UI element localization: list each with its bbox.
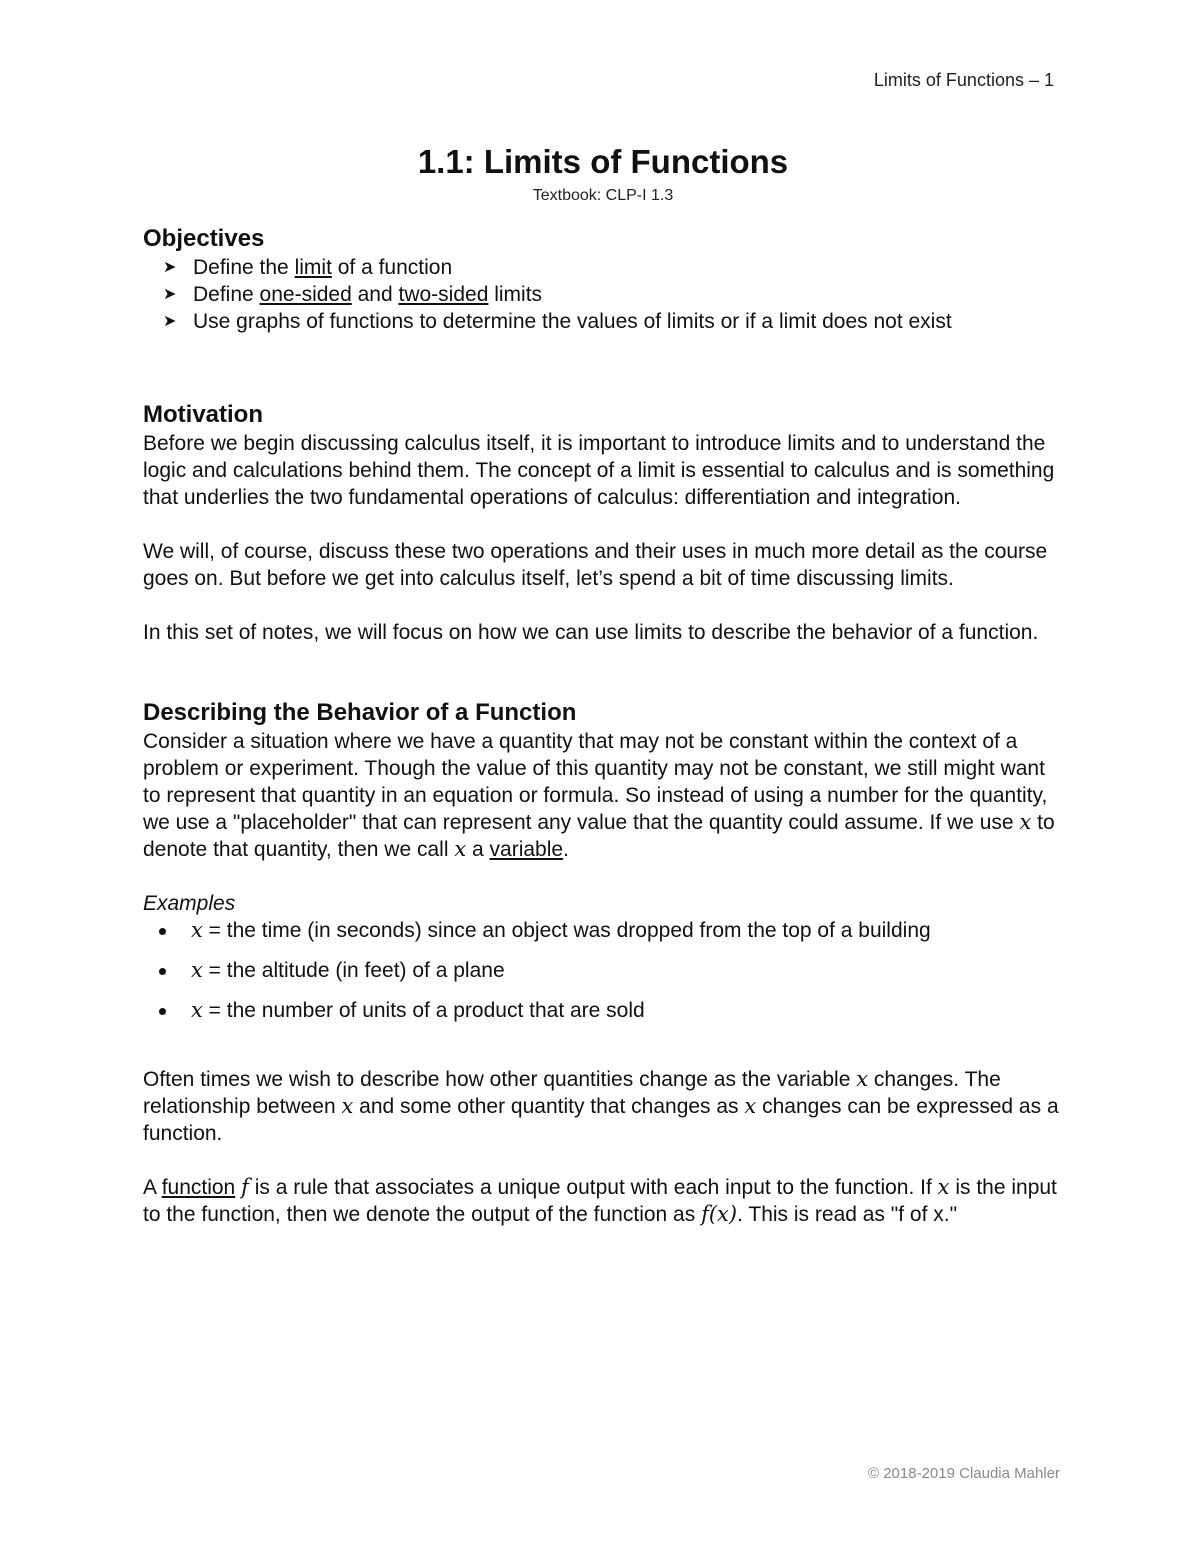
arrow-bullet-icon: ➤ [163, 286, 177, 303]
math-x: x [454, 837, 467, 861]
behavior-paragraph-2: Often times we wish to describe how other quantities change as the variable x changes. The relationship between x and some other quantity that changes as x changes can be expressed as a function. [143, 1067, 1059, 1145]
arrow-bullet-icon: ➤ [163, 259, 177, 276]
copyright-footer: © 2018-2019 Claudia Mahler [867, 1465, 1060, 1482]
motivation-paragraph-2: We will, of course, discuss these two operations and their uses in much more detail as the course goes on. But before we get into calculus itself, let’s spend a bit of time discussing limits. [143, 540, 1048, 590]
term-variable: variable [489, 838, 564, 861]
math-x: x [744, 1094, 757, 1118]
example-item: x = the altitude (in feet) of a plane [143, 957, 1063, 984]
motivation-heading: Motivation [143, 401, 263, 428]
term-limit: limit [294, 256, 332, 279]
motivation-paragraph-1: Before we begin discussing calculus itself, it is important to introduce limits and to understand the logic and calculations behind them. The concept of a limit is essential to calculus and is something that underlies the two fundamental operations of calculus: differentiation and integration. [143, 432, 1055, 509]
math-f: f [241, 1175, 249, 1199]
examples-list [143, 917, 1063, 1024]
objective-item: ➤ Define one-sided and two-sided limits [163, 283, 543, 306]
motivation-paragraph-3: In this set of notes, we will focus on how we can use limits to describe the behavior of a function. [143, 621, 1039, 644]
page-subtitle: Textbook: CLP-I 1.3 [532, 187, 674, 204]
bullet-dot-icon [159, 928, 166, 935]
behavior-paragraph-1: Consider a situation where we have a quantity that may not be constant within the context of a problem or experiment. Though the value of this quantity may not be constant, we still might want to represent that quantity in an equation or formula. So instead of using a number for the quantity, we use a "placeholder" that can represent any value that the quantity could assume. If we use x to denote that quantity, then we call x a variable. [143, 730, 1055, 861]
math-x: x [191, 918, 203, 942]
objectives-list [143, 254, 1063, 335]
math-x: x [1019, 810, 1032, 834]
behavior-paragraph-3: A function f is a rule that associates a unique output with each input to the function. If x is the input to the function, then we denote the output of the function as f(x). This is read as "f of x." [143, 1175, 1057, 1226]
example-item: x = the number of units of a product that are sold [143, 997, 1063, 1024]
behavior-heading: Describing the Behavior of a Function [143, 699, 577, 726]
arrow-bullet-icon: ➤ [163, 313, 177, 330]
page-content [143, 140, 1063, 1228]
objectives-heading: Objectives [143, 225, 265, 252]
bullet-dot-icon [159, 1008, 166, 1015]
math-f-of-x: f(x) [701, 1202, 738, 1226]
math-x: x [341, 1094, 354, 1118]
math-x: x [856, 1067, 869, 1091]
bullet-dot-icon [159, 968, 166, 975]
math-x: x [191, 998, 203, 1022]
term-function: function [161, 1176, 236, 1199]
term-two-sided: two-sided [398, 283, 489, 306]
example-item: x = the time (in seconds) since an object was dropped from the top of a building [143, 917, 1063, 944]
page-title: 1.1: Limits of Functions [417, 143, 789, 180]
objective-item: ➤ Use graphs of functions to determine the values of limits or if a limit does not exist [163, 310, 952, 333]
running-header: Limits of Functions – 1 [873, 70, 1054, 90]
math-x: x [191, 958, 203, 982]
math-x: x [937, 1175, 950, 1199]
term-one-sided: one-sided [259, 283, 352, 306]
examples-label: Examples [143, 892, 236, 915]
objective-item: ➤ Define the limit of a function [163, 256, 453, 279]
